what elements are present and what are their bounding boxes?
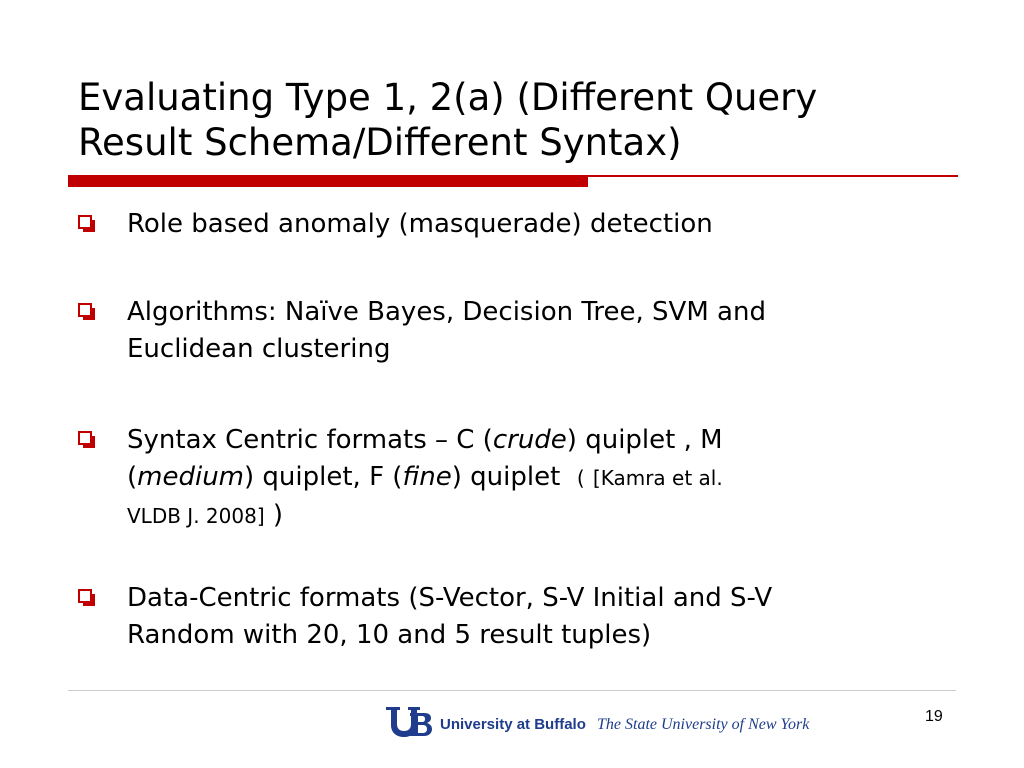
- bullet-line-3: [127, 497, 957, 535]
- text-run: ) quiplet , M: [566, 425, 723, 455]
- bullet-line-1: [127, 422, 957, 459]
- square-bullet-icon: [78, 431, 92, 445]
- citation-text: VLDB J. 2008]: [127, 504, 265, 528]
- slide-title: [78, 75, 978, 165]
- bullet-line-2: Euclidean clustering: [127, 334, 391, 364]
- title-line-1: Evaluating Type 1, 2(a) (Different Query: [78, 76, 818, 119]
- bullet-text: [127, 422, 957, 535]
- emphasis-crude: crude: [492, 425, 567, 455]
- bullet-text: [127, 294, 957, 368]
- citation-close-paren: ): [272, 500, 284, 530]
- bullet-line-2: [127, 459, 957, 497]
- bullet-line-1: Algorithms: Naïve Bayes, Decision Tree, SVM and: [127, 297, 766, 327]
- title-underline-thick: [68, 175, 588, 187]
- title-underline-thin: [588, 175, 958, 177]
- university-logo: [384, 705, 814, 741]
- title-underline: [68, 175, 958, 187]
- bullet-text: Role based anomaly (masquerade) detection: [127, 209, 713, 239]
- text-run: ) quiplet, F (: [244, 462, 403, 492]
- footer-divider: [68, 690, 956, 691]
- text-run: ) quiplet: [451, 462, 561, 492]
- square-bullet-icon: [78, 589, 92, 603]
- text-run: (: [127, 462, 138, 492]
- logo-tagline: The State University of New York: [597, 716, 810, 733]
- text-run: Syntax Centric formats – C (: [127, 425, 493, 455]
- title-line-2: Result Schema/Different Syntax): [78, 121, 682, 164]
- logo-university-name: University at Buffalo: [440, 716, 586, 733]
- square-bullet-icon: [78, 215, 92, 229]
- bullet-text: [127, 580, 957, 654]
- bullet-line-2: Random with 20, 10 and 5 result tuples): [127, 620, 652, 650]
- emphasis-fine: fine: [402, 462, 452, 492]
- square-bullet-icon: [78, 303, 92, 317]
- citation-open-paren: (: [576, 466, 585, 490]
- bullet-line-1: Data-Centric formats (S-Vector, S-V Initial and S-V: [127, 583, 773, 613]
- citation-text: [Kamra et al.: [592, 466, 723, 490]
- page-number: 19: [925, 708, 943, 725]
- emphasis-medium: medium: [137, 462, 245, 492]
- ub-monogram-icon: [384, 705, 432, 739]
